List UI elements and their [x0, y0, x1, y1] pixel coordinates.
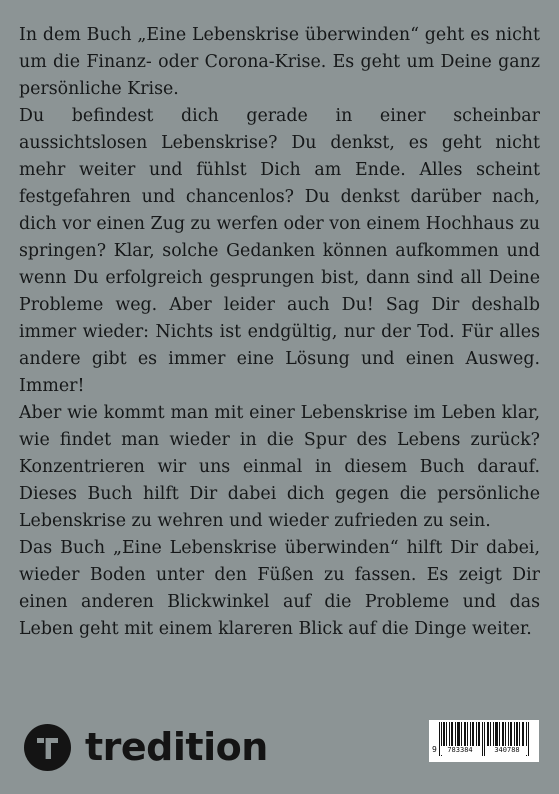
barcode-right-digits: 340788 [487, 746, 527, 755]
blurb-paragraph-3: Aber wie kommt man mit einer Lebenskrise im Leben klar, wie findet man wieder in die Spur des Lebens zurück? Konzentrieren wir uns einmal in diesem Buch darauf. Dieses Buch hilft Dir dabei dich gegen die persönliche Lebenskrise zu wehren und wieder zufrieden zu sein. [19, 403, 540, 531]
publisher-logo [24, 723, 268, 771]
blurb-paragraph-4: Das Buch „Eine Lebenskrise überwinden“ hilft Dir dabei, wieder Boden unter den Füßen zu fassen. Es zeigt Dir einen anderen Blickwinkel auf die Probleme und das Leben geht mit einem klareren Blick auf die Dinge weiter. [19, 538, 540, 639]
blurb-paragraph-1: In dem Buch „Eine Lebenskrise überwinden“ geht es nicht um die Finanz- oder Corona-Krise. Es geht um Deine ganz persönliche Krise. [19, 25, 540, 99]
barcode-first-digit: 9 [432, 745, 437, 754]
barcode-left-digits: 783384 [441, 746, 479, 755]
barcode-bars [429, 720, 539, 762]
publisher-name: tredition [85, 725, 268, 769]
tredition-logo-icon [24, 724, 71, 771]
blurb-paragraph-2: Du befindest dich gerade in einer scheinbar aussichtslosen Lebenskrise? Du denkst, es geht nicht mehr weiter und fühlst Dich am Ende. Alles scheint festgefahren und chancenlos? Du denkst darüber nach, dich vor einen Zug zu werfen oder von einem Hochhaus zu springen? Klar, solche Gedanken können aufkommen und wenn Du erfolgreich gesprungen bist, dann sind all Deine Probleme weg. Aber leider auch Du! Sag Dir deshalb immer wieder: Nichts ist endgültig, nur der Tod. Für alles andere gibt es immer eine Lösung und einen Ausweg. Immer! [19, 106, 540, 396]
isbn-barcode [429, 720, 539, 762]
blurb-text [19, 22, 540, 643]
